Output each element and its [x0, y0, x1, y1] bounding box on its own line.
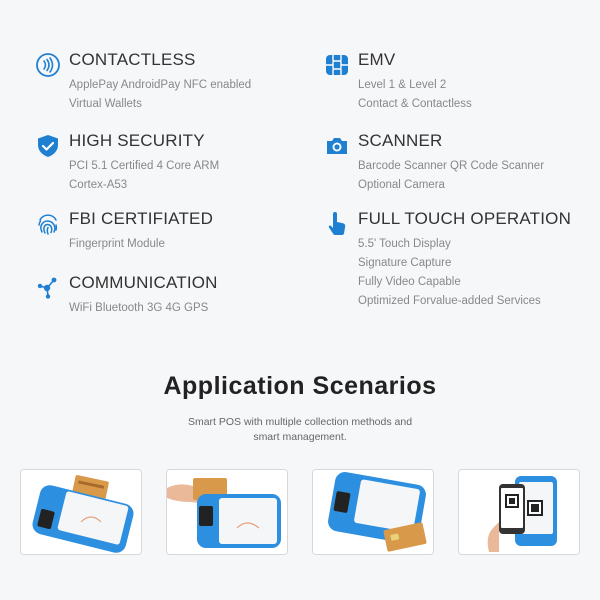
feature-title: FULL TOUCH OPERATION	[358, 209, 572, 228]
camera-icon	[324, 133, 350, 159]
contactless-icon	[35, 52, 61, 78]
feature-title: CONTACTLESS	[69, 50, 196, 69]
pos-terminal-image	[459, 470, 579, 554]
feature-title: SCANNER	[358, 131, 443, 150]
feature-title: EMV	[358, 50, 396, 69]
feature-desc: Fingerprint Module	[69, 238, 165, 250]
pos-terminal-image	[167, 470, 287, 554]
pos-terminal-image	[313, 470, 433, 554]
scenario-image-qr-payment	[458, 469, 580, 555]
scenario-image-chip-reader	[312, 469, 434, 555]
feature-title: FBI CERTIFIATED	[69, 209, 214, 228]
network-icon	[35, 275, 61, 301]
shield-check-icon	[35, 133, 61, 159]
touch-hand-icon	[324, 211, 350, 237]
scenario-image-card-insert	[166, 469, 288, 555]
feature-desc: ApplePay AndroidPay NFC enabled Virtual Wallets	[69, 79, 252, 110]
feature-title: COMMUNICATION	[69, 273, 218, 292]
fingerprint-icon	[35, 211, 61, 237]
scenario-image-card-swipe	[20, 469, 142, 555]
feature-desc: WiFi Bluetooth 3G 4G GPS	[69, 302, 209, 314]
feature-desc: Barcode Scanner QR Code Scanner Optional Camera	[358, 160, 545, 191]
feature-desc: Level 1 & Level 2 Contact & Contactless	[358, 79, 472, 110]
feature-title: HIGH SECURITY	[69, 131, 205, 150]
chip-icon	[324, 52, 350, 78]
feature-desc: 5.5' Touch Display Signature Capture Fully Video Capable Optimized Forvalue-added Services	[358, 238, 541, 307]
section-subtitle: Smart POS with multiple collection methods and smart management.	[187, 416, 413, 443]
pos-terminal-image	[21, 470, 141, 554]
feature-desc: PCI 5.1 Certified 4 Core ARM Cortex-A53	[69, 160, 220, 191]
section-title: Application Scenarios	[163, 372, 437, 400]
